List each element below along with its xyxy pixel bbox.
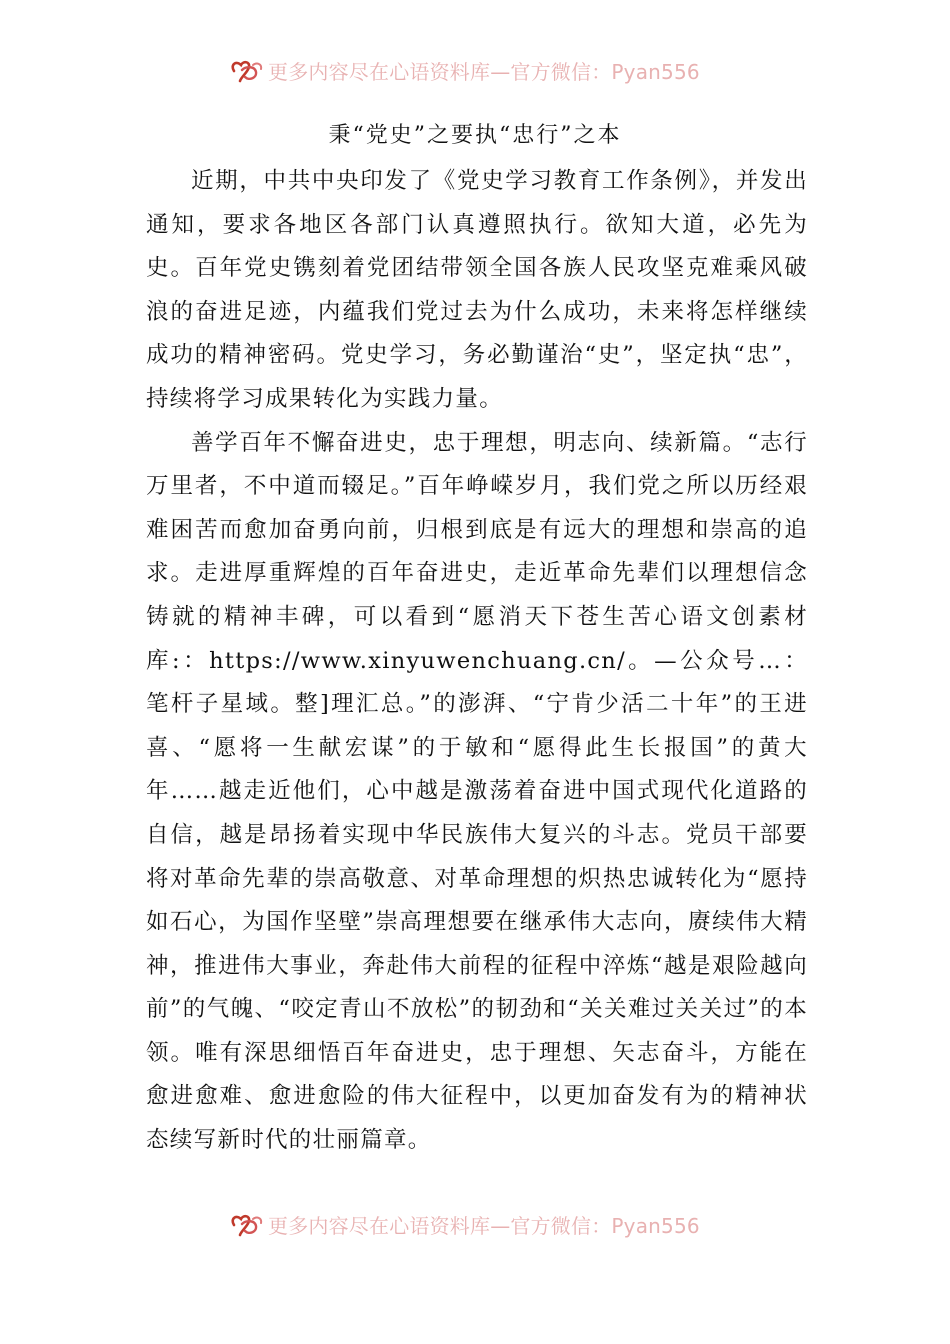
paragraph-2: 善学百年不懈奋进史，忠于理想，明志向、续新篇。“志行万里者，不中道而辍足。”百年峥嵘岁月，我们党之所以历经艰难困苦而愈加奋勇向前，归根到底是有远大的理想和崇高的追求。走进厚重辉煌的百年奋进史，走近革命先辈们以理想信念铸就的精神丰碑，可以看到“愿消天下苍生苦心语文创素材库:：https://www.xinyuwenchuang.cn/。—公众号…：笔杆子星域。整]理汇总。”的澎湃、“宁肯少活二十年”的王进喜、“愿将一生献宏谋”的于敏和“愿得此生长报国”的黄大年……越走近他们，心中越是激荡着奋进中国式现代化道路的自信，越是昂扬着实现中华民族伟大复兴的斗志。党员干部要将对革命先辈的崇高敬意、对革命理想的炽热忠诚转化为“愿持如石心，为国作坚壁”崇高理想要在继承伟大志向，赓续伟大精神，推进伟大事业，奔赴伟大前程的征程中淬炼“越是艰险越向前”的气魄、“咬定青山不放松”的韧劲和“关关难过关关过”的本领。唯有深思细悟百年奋进史，忠于理想、矢志奋斗，方能在愈进愈难、愈进愈险的伟大征程中，以更加奋发有为的精神状态续写新时代的壮丽篇章。	[146, 429, 808, 1154]
heart-swirl-logo-icon	[228, 57, 264, 85]
footer-watermark	[0, 1208, 950, 1242]
header-watermark	[0, 54, 950, 88]
document-body	[146, 160, 808, 1163]
watermark-text: 更多内容尽在心语资料库—官方微信：Pyan556	[268, 1214, 700, 1238]
paragraph-1: 近期，中共中央印发了《党史学习教育工作条例》，并发出通知，要求各地区各部门认真遵照执行。欲知大道，必先为史。百年党史镌刻着党团结带领全国各族人民攻坚克难乘风破浪的奋进足迹，内蕴我们党过去为什么成功，未来将怎样继续成功的精神密码。党史学习，务必勤谨治“史”，坚定执“忠”，持续将学习成果转化为实践力量。	[146, 168, 808, 412]
watermark-text: 更多内容尽在心语资料库—官方微信：Pyan556	[268, 60, 700, 84]
heart-swirl-logo-icon	[228, 1211, 264, 1239]
document-title: 秉“党史”之要执“忠行”之本	[328, 123, 622, 148]
